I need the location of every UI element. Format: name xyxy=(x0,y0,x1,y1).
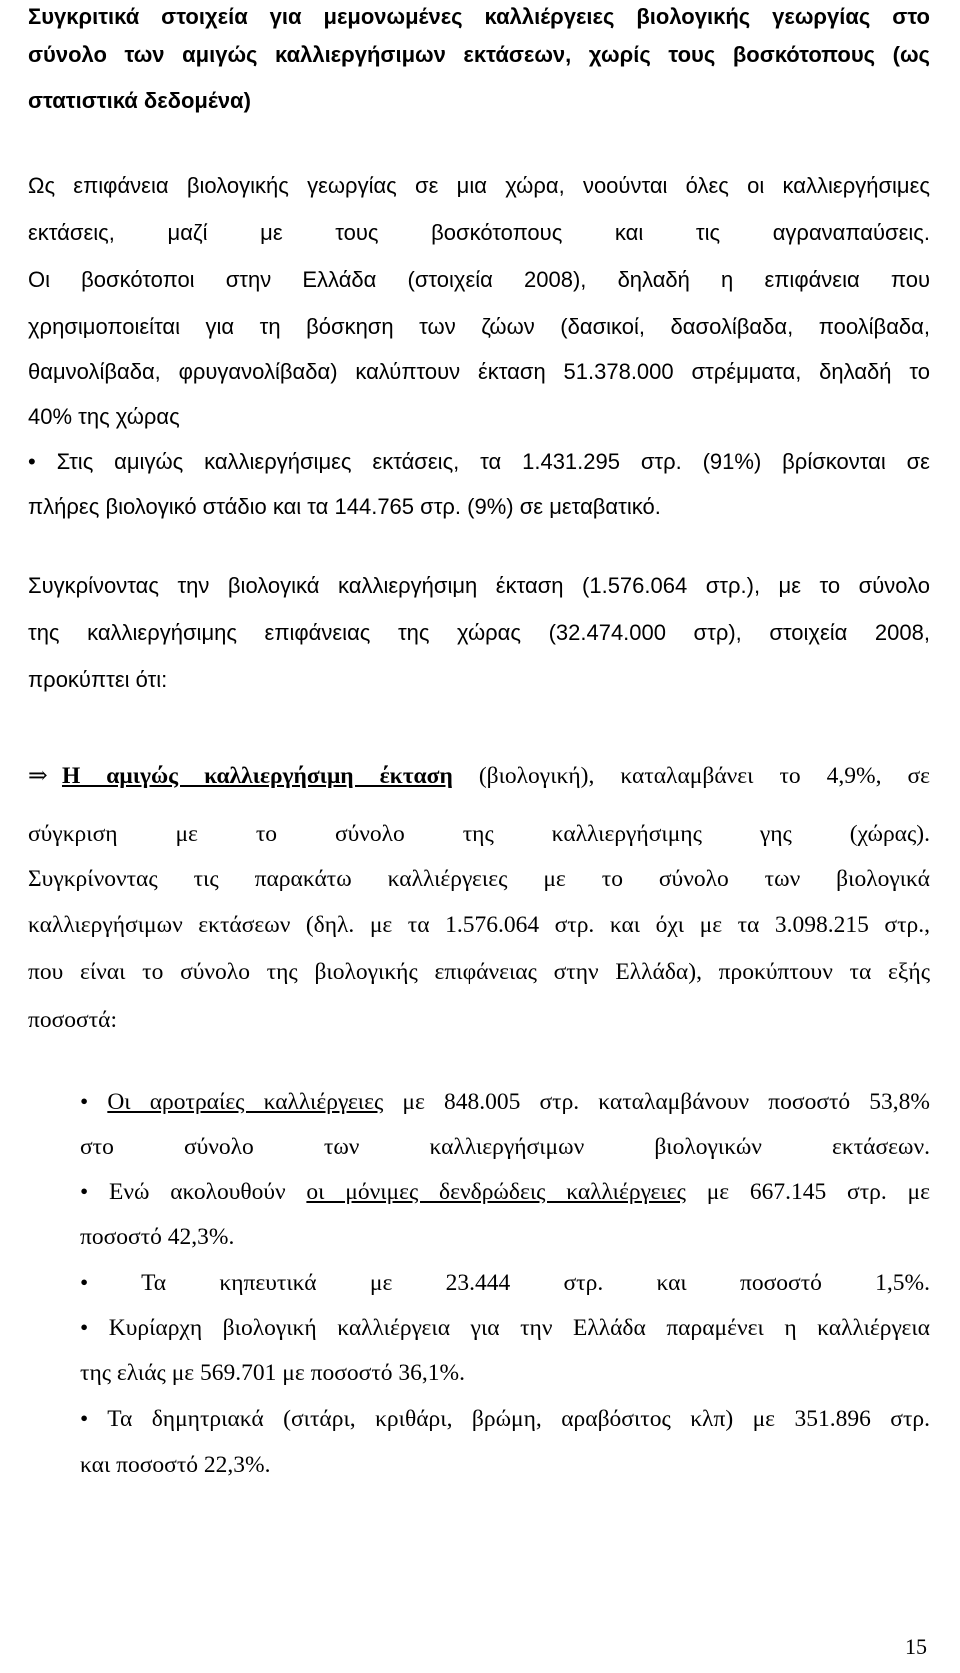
para1-bullet-line-2: πλήρες βιολογικό στάδιο και τα 144.765 στρ. (9%) σε μεταβατικό. xyxy=(28,494,661,519)
bullet-5-line-2: και ποσοστό 22,3%. xyxy=(80,1452,271,1478)
para3-line-4: καλλιεργήσιμων εκτάσεων (δηλ. με τα 1.576.064 στρ. και όχι με τα 3.098.215 στρ., xyxy=(28,912,930,938)
bullet-3: • Τα κηπευτικά με 23.444 στρ. και ποσοστό 1,5%. xyxy=(80,1270,930,1296)
para3-line-6: ποσοστά: xyxy=(28,1007,117,1033)
para3-line-3: Συγκρίνοντας τις παρακάτω καλλιέργειες με το σύνολο των βιολογικά xyxy=(28,866,930,892)
para1-line-1: Ως επιφάνεια βιολογικής γεωργίας σε μια χώρα, νοούνται όλες οι καλλιεργήσιμες xyxy=(28,173,930,198)
bullet-1-underlined: Οι αροτραίες καλλιέργειες xyxy=(107,1089,384,1115)
para1-bullet-line-1: • Στις αμιγώς καλλιεργήσιμες εκτάσεις, τα 1.431.295 στρ. (91%) βρίσκονται σε xyxy=(28,449,930,474)
para2-line-2: της καλλιεργήσιμης επιφάνειας της χώρας (32.474.000 στρ), στοιχεία 2008, xyxy=(28,620,930,645)
bullet-5-line-1: • Τα δημητριακά (σιτάρι, κριθάρι, βρώμη, αραβόσιτος κλπ) με 351.896 στρ. xyxy=(80,1406,930,1432)
para3-line-2: σύγκριση με το σύνολο της καλλιεργήσιμης γης (χώρας). xyxy=(28,821,930,847)
bullet-2-line-2: ποσοστό 42,3%. xyxy=(80,1224,235,1250)
bullet-2-prefix: • Ενώ ακολουθούν xyxy=(80,1179,307,1205)
heading-line-2: σύνολο των αμιγώς καλλιεργήσιμων εκτάσεων, χωρίς τους βοσκότοπους (ως xyxy=(28,42,930,67)
para1-line-4: χρησιμοποιείται για τη βόσκηση των ζώων (δασικοί, δασολίβαδα, ποολίβαδα, xyxy=(28,314,930,339)
bullet-2-underlined: οι μόνιμες δενδρώδεις καλλιέργειες xyxy=(306,1179,686,1205)
para2-line-1: Συγκρίνοντας την βιολογικά καλλιεργήσιμη έκταση (1.576.064 στρ.), με το σύνολο xyxy=(28,573,930,598)
para2-line-3: προκύπτει ότι: xyxy=(28,667,168,692)
bullet-1-line-1 xyxy=(80,1087,930,1117)
bullet-4-line-2: της ελιάς με 569.701 με ποσοστό 36,1%. xyxy=(80,1360,465,1386)
para1-line-6: 40% της χώρας xyxy=(28,404,180,429)
para1-line-2: εκτάσεις, μαζί με τους βοσκότοπους και τις αγραναπαύσεις. xyxy=(28,220,930,245)
bullet-2-line-1 xyxy=(80,1177,930,1207)
para1-line-5: θαμνολίβαδα, φρυγανολίβαδα) καλύπτουν έκταση 51.378.000 στρέμματα, δηλαδή το xyxy=(28,359,930,384)
para3-line-1-rest: (βιολογική), καταλαμβάνει το 4,9%, σε xyxy=(452,763,930,789)
bullet-4-line-1: • Κυρίαρχη βιολογική καλλιέργεια για την Ελλάδα παραμένει η καλλιέργεια xyxy=(80,1315,930,1341)
heading-line-3: στατιστικά δεδομένα) xyxy=(28,88,251,113)
heading-line-1: Συγκριτικά στοιχεία για μεμονωμένες καλλιέργειες βιολογικής γεωργίας στο xyxy=(28,4,930,29)
page-number: 15 xyxy=(905,1634,927,1659)
para3-line-5: που είναι το σύνολο της βιολογικής επιφάνειας στην Ελλάδα), προκύπτουν τα εξής xyxy=(28,959,930,985)
bullet-1-line-2: στο σύνολο των καλλιεργήσιμων βιολογικών εκτάσεων. xyxy=(80,1134,930,1160)
key-term: Η αμιγώς καλλιεργήσιμη έκταση xyxy=(62,763,453,789)
right-double-arrow-icon: ⇒ xyxy=(28,763,48,789)
para3-line-1 xyxy=(28,761,930,791)
bullet-1-rest: με 848.005 στρ. καταλαμβάνουν ποσοστό 53,8% xyxy=(383,1089,930,1115)
para1-line-3: Οι βοσκότοποι στην Ελλάδα (στοιχεία 2008), δηλαδή η επιφάνεια που xyxy=(28,267,930,292)
bullet-2-rest: με 667.145 στρ. με xyxy=(685,1179,930,1205)
bullet-1-prefix: • xyxy=(80,1089,108,1115)
